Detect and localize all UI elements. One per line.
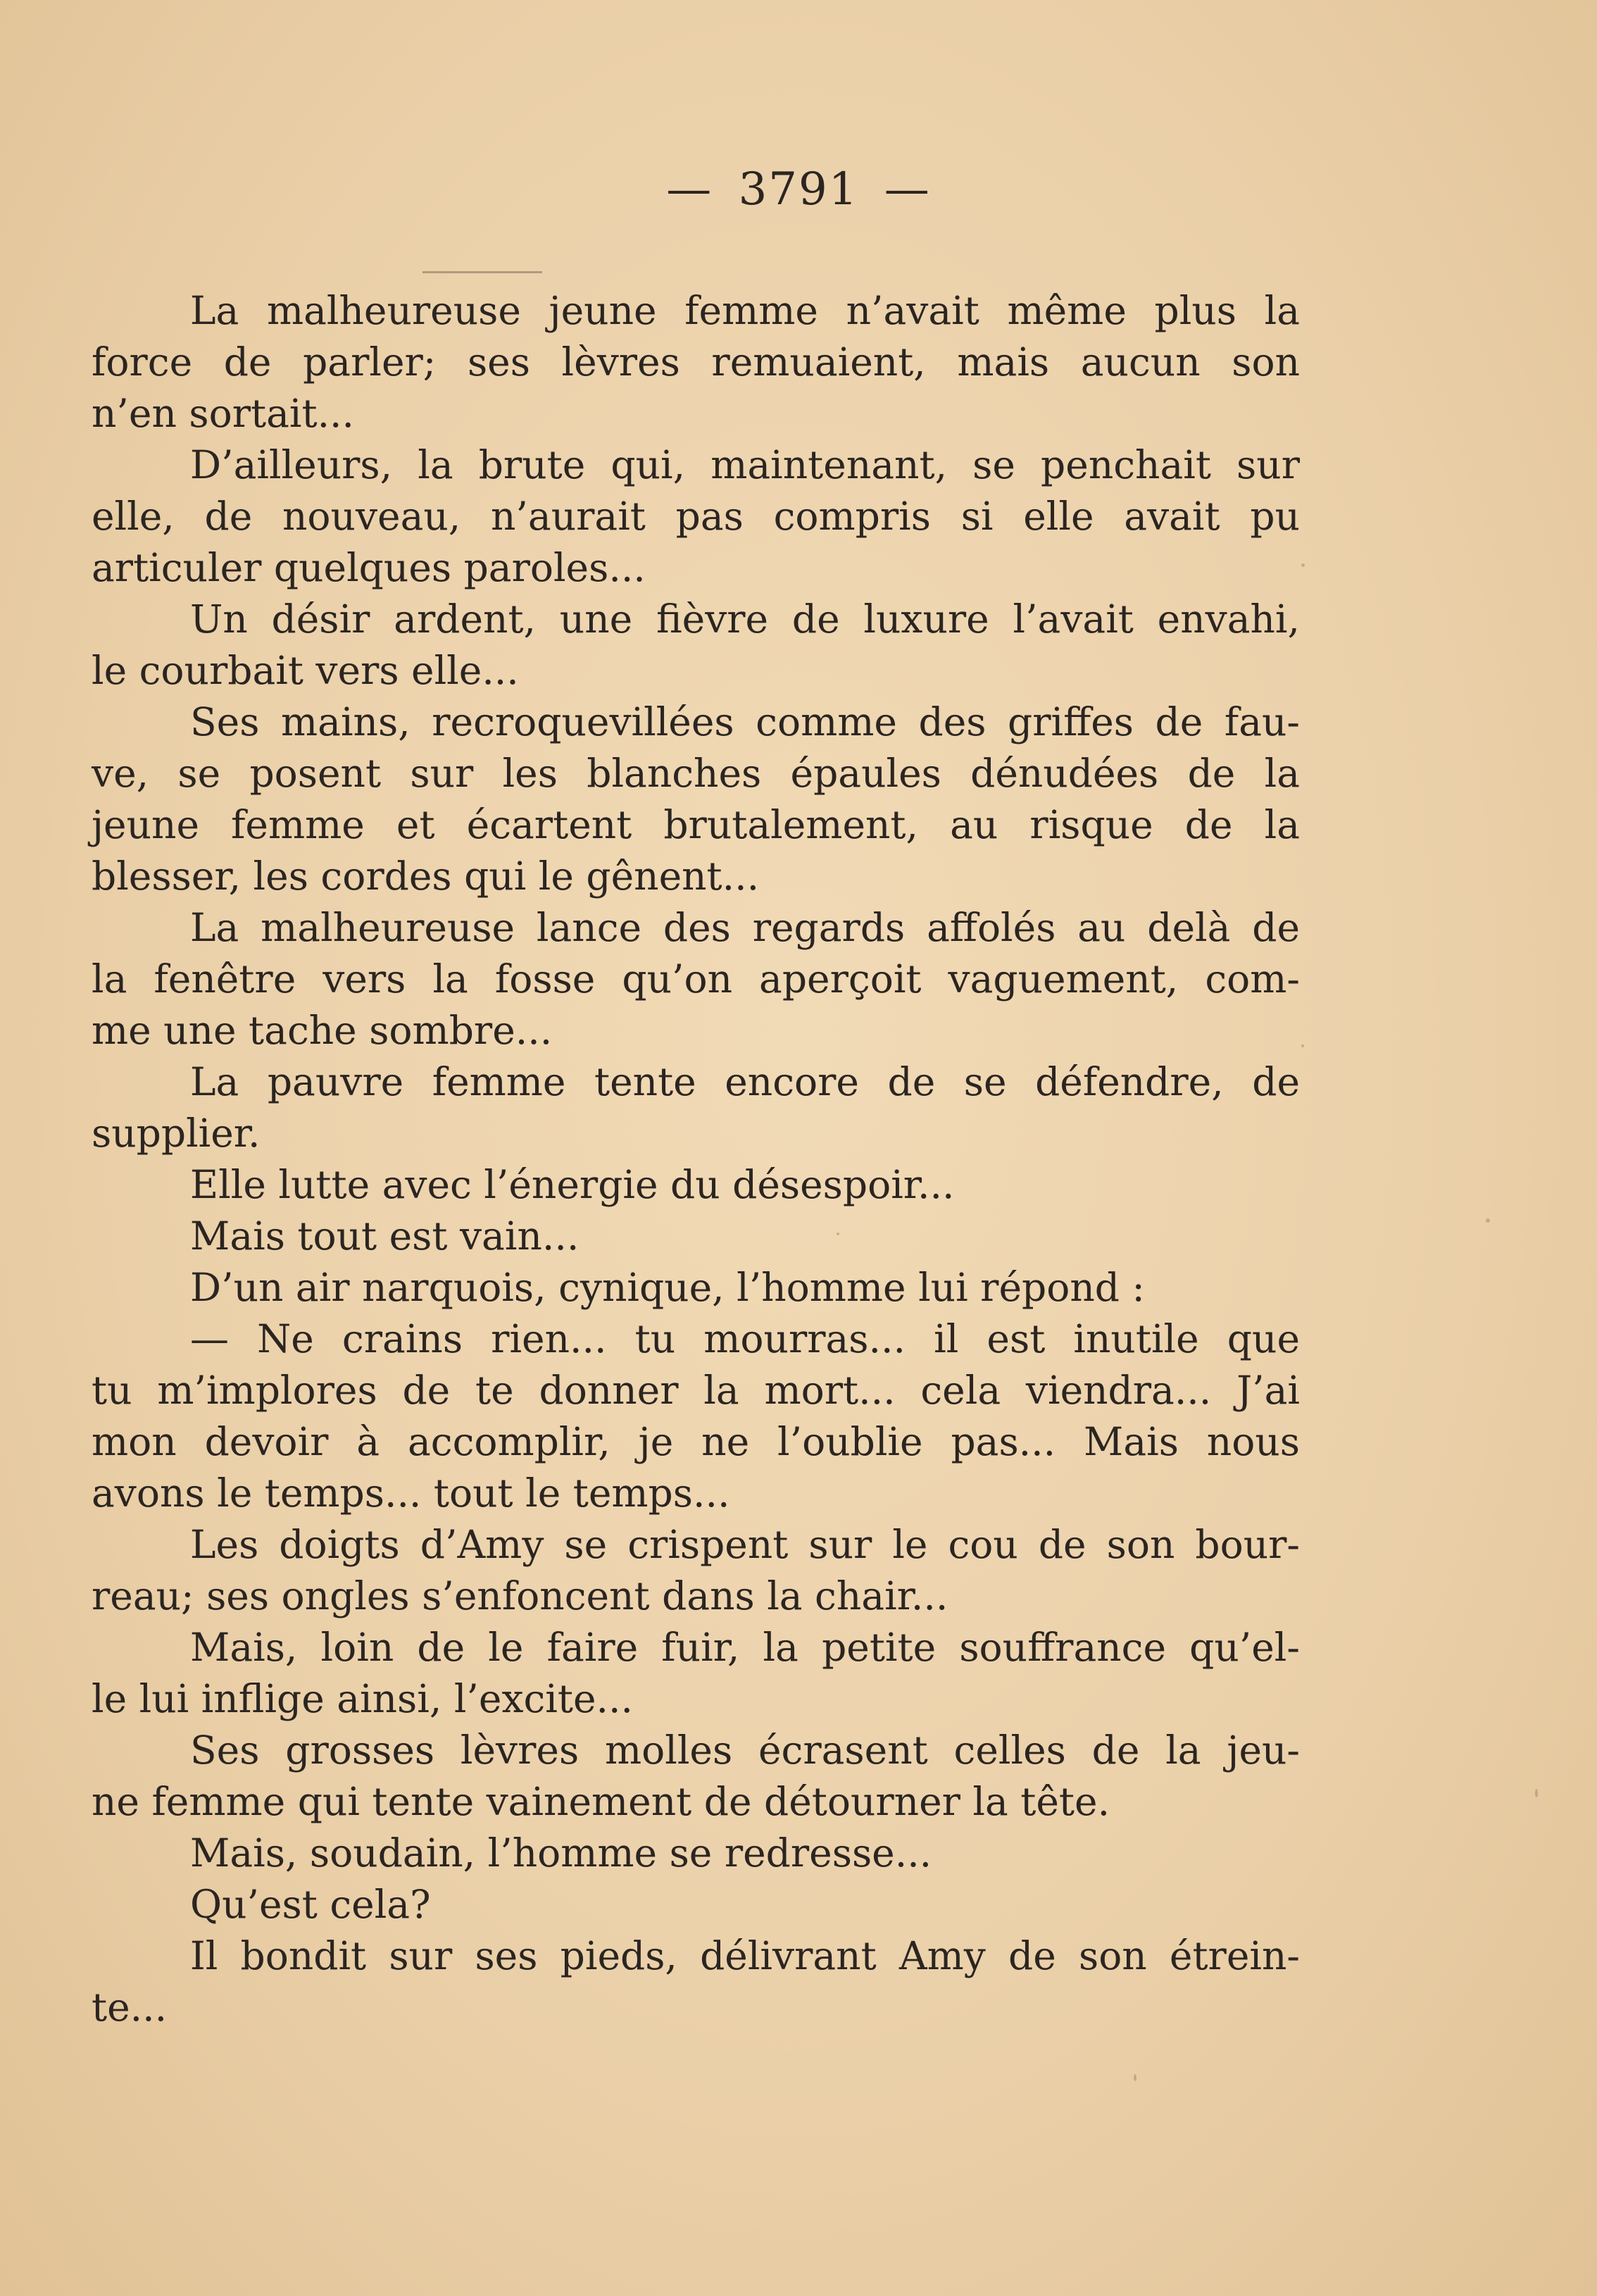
text-line: jeune femme et écartent brutalement, au risque de la: [92, 802, 1300, 847]
paragraph: [92, 1725, 1300, 1828]
text-line: Il bondit sur ses pieds, délivrant Amy de son étrein-: [190, 1933, 1300, 1978]
paragraph: [92, 1879, 1300, 1930]
text-line: me une tache sombre...: [92, 1008, 553, 1053]
paragraph: [92, 1262, 1300, 1314]
page-number-dash-right: —: [884, 163, 931, 216]
text-line: la fenêtre vers la fosse qu’on aperçoit vaguement, com-: [92, 956, 1300, 1002]
text-line: Ses mains, recroquevillées comme des griffes de fau-: [190, 699, 1300, 744]
text-line: La malheureuse lance des regards affolés au delà de: [190, 905, 1300, 950]
text-line: Elle lutte avec l’énergie du désespoir...: [190, 1162, 955, 1207]
text-line: Ses grosses lèvres molles écrasent celles de la jeu-: [190, 1728, 1300, 1773]
text-line: blesser, les cordes qui le gênent...: [92, 854, 760, 899]
paragraph: [92, 1056, 1300, 1159]
text-line: Les doigts d’Amy se crispent sur le cou de son bour-: [190, 1522, 1300, 1567]
text-line: supplier.: [92, 1111, 261, 1156]
text-line: mon devoir à accomplir, je ne l’oublie pas... Mais nous: [92, 1419, 1300, 1464]
paragraph: [92, 1314, 1300, 1519]
text-line: n’en sortait...: [92, 391, 355, 436]
paper-speck: [1486, 1218, 1490, 1223]
paragraph: [92, 439, 1300, 594]
text-line: Mais, soudain, l’homme se redresse...: [190, 1830, 932, 1876]
text-line: tu m’implores de te donner la mort... cela viendra... J’ai: [92, 1368, 1300, 1413]
paragraph: [92, 1622, 1300, 1725]
text-line: te...: [92, 1985, 168, 2030]
body-text: [92, 285, 1300, 2033]
paragraph: [92, 1159, 1300, 1211]
text-line: force de parler; ses lèvres remuaient, mais aucun son: [92, 339, 1300, 385]
page-number-dash-left: —: [666, 163, 713, 216]
paper-speck: [1301, 1044, 1304, 1047]
text-line: La malheureuse jeune femme n’avait même plus la: [190, 288, 1300, 333]
text-line: avons le temps... tout le temps...: [92, 1471, 730, 1516]
paper-speck: [837, 1233, 839, 1235]
paper-speck: [1535, 1789, 1538, 1797]
paragraph: [92, 1211, 1300, 1262]
paragraph: [92, 285, 1300, 439]
header-stamp-mark: [422, 271, 542, 273]
text-line: le lui inflige ainsi, l’excite...: [92, 1676, 633, 1721]
text-line: elle, de nouveau, n’aurait pas compris si elle avait pu: [92, 494, 1300, 539]
text-line: La pauvre femme tente encore de se défendre, de: [190, 1059, 1300, 1104]
text-line: D’un air narquois, cynique, l’homme lui répond :: [190, 1265, 1145, 1310]
page-number-header: [0, 163, 1597, 216]
paragraph: [92, 594, 1300, 697]
text-line: Un désir ardent, une fièvre de luxure l’avait envahi,: [190, 597, 1300, 642]
paper-speck: [1301, 563, 1305, 567]
paragraph: [92, 1930, 1300, 2033]
paragraph: [92, 902, 1300, 1056]
text-line: — Ne crains rien... tu mourras... il est inutile que: [190, 1316, 1300, 1361]
text-line: le courbait vers elle...: [92, 648, 519, 693]
paragraph: [92, 1828, 1300, 1879]
text-line: D’ailleurs, la brute qui, maintenant, se penchait sur: [190, 442, 1300, 487]
text-line: Qu’est cela?: [190, 1882, 431, 1927]
text-line: ne femme qui tente vainement de détourner la tête.: [92, 1779, 1110, 1824]
text-line: Mais, loin de le faire fuir, la petite souffrance qu’el-: [190, 1625, 1300, 1670]
text-line: ve, se posent sur les blanches épaules dénudées de la: [92, 751, 1300, 796]
text-line: reau; ses ongles s’enfoncent dans la chair...: [92, 1573, 948, 1618]
paragraph: [92, 697, 1300, 902]
paragraph: [92, 1519, 1300, 1622]
page-number: 3791: [738, 163, 859, 216]
text-line: Mais tout est vain...: [190, 1213, 580, 1259]
paper-speck: [1134, 2074, 1136, 2081]
text-line: articuler quelques paroles...: [92, 545, 646, 590]
